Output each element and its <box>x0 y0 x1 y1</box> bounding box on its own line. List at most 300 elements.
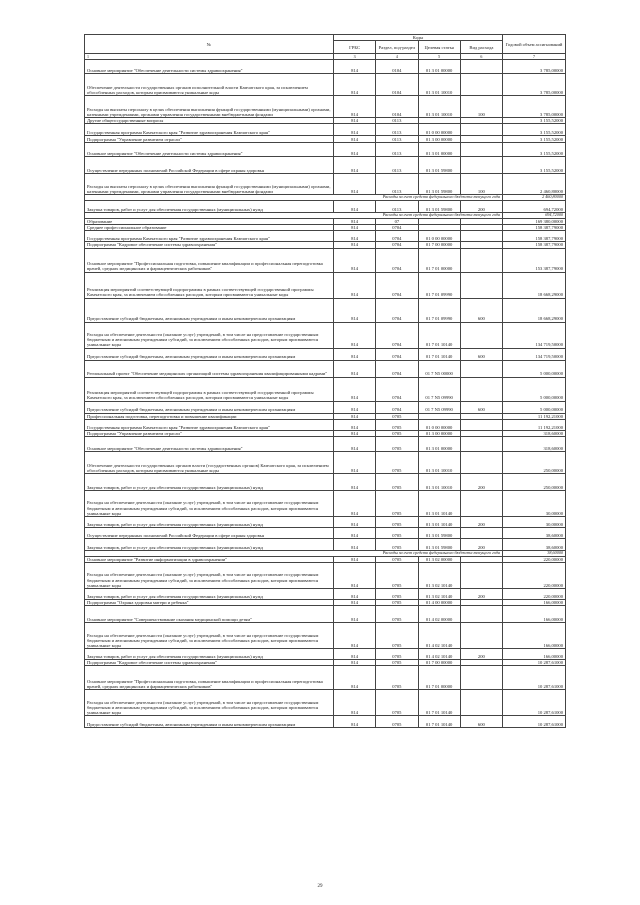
expense-type-code <box>460 606 502 623</box>
col-header-total: Годовой объем ассигнований <box>503 35 566 54</box>
item-name: Основное мероприятие "Совершенствование оказания медицинской помощи детям" <box>85 606 334 623</box>
item-name: Предоставление субсидий бюджетным, автономным учреждениям и иным некоммерческим организациям <box>85 401 334 413</box>
item-name: Подпрограмма "Охрана здоровья матери и ребенка" <box>85 600 334 606</box>
grbs-code: 814 <box>334 600 376 606</box>
expense-type-code: 600 <box>460 348 502 360</box>
target-article-code: 01 3 01 10010 <box>418 474 460 491</box>
grbs-code: 814 <box>334 491 376 517</box>
amount: 3 785,00000 <box>503 74 566 96</box>
grbs-code: 814 <box>334 348 376 360</box>
amount: 30,00000 <box>503 517 566 528</box>
grbs-code: 814 <box>334 201 376 213</box>
grbs-code: 814 <box>334 219 376 225</box>
col-header-codes: Коды <box>334 35 503 41</box>
grbs-code: 814 <box>334 589 376 600</box>
amount: 5 000,00000 <box>503 360 566 377</box>
table-row <box>85 589 566 600</box>
table-row <box>85 539 566 551</box>
table-row <box>85 528 566 539</box>
page-number: 29 <box>317 884 323 889</box>
expense-type-code <box>460 231 502 242</box>
razdel-code: 0104 <box>376 96 418 118</box>
expense-type-code: 200 <box>460 201 502 213</box>
note-text: Расходы за счет средств федерального бюджета текущего года <box>85 195 503 201</box>
table-row <box>85 143 566 157</box>
item-name: Расходы на обеспечение деятельности (оказание услуг) учреждений, в том числе на предоставление государственным бюджетным и автономным учреждениям субсидий, за исключением обособленных расходов, которым присваиваются уникальные коды <box>85 322 334 348</box>
item-name: Региональный проект "Обеспечение медицинских организаций системы здравоохранения квалифицированными кадрами" <box>85 360 334 377</box>
razdel-code: 0113 <box>376 201 418 213</box>
grbs-code: 814 <box>334 401 376 413</box>
grbs-code: 814 <box>334 413 376 419</box>
amount: 318,60000 <box>503 437 566 452</box>
grbs-code: 814 <box>334 716 376 728</box>
razdel-code: 0704 <box>376 322 418 348</box>
target-article-code: 01 3 01 10010 <box>418 452 460 474</box>
note-value: 694,72000 <box>503 213 566 219</box>
razdel-code: 0704 <box>376 248 418 272</box>
item-name: Государственная программа Камчатского края "Развитие здравоохранения Камчатского края" <box>85 419 334 430</box>
target-article-code: 01 7 01 10140 <box>418 716 460 728</box>
grbs-code: 814 <box>334 242 376 248</box>
item-name: Предоставление субсидий бюджетным, автономным учреждениям и иным некоммерческим организациям <box>85 348 334 360</box>
amount: 11 192,21000 <box>503 419 566 430</box>
item-name: Основное мероприятие "Обеспечение деятельности системы здравоохранения" <box>85 143 334 157</box>
razdel-code: 0705 <box>376 623 418 649</box>
col-header-number: № <box>85 35 334 54</box>
amount: 3 785,00000 <box>503 96 566 118</box>
item-name: Расходы на выплаты персоналу в целях обеспечения выполнения функций государственными (муниципальными) органами, казенными учреждениями, органами управления государственными внебюджетными фондами <box>85 96 334 118</box>
item-name: Закупка товаров, работ и услуг для обеспечения государственных (муниципальных) нужд <box>85 201 334 213</box>
expense-type-code <box>460 136 502 143</box>
razdel-code: 0113 <box>376 118 418 124</box>
item-name: Основное мероприятие "Обеспечение деятельности системы здравоохранения" <box>85 60 334 74</box>
amount: 10 287,61000 <box>503 716 566 728</box>
amount: 166,00000 <box>503 606 566 623</box>
target-article-code: 01 3 02 10140 <box>418 563 460 589</box>
razdel-code: 0705 <box>376 539 418 551</box>
razdel-code: 0705 <box>376 716 418 728</box>
target-article-code: 01 7 01 10140 <box>418 348 460 360</box>
amount: 18 668,29000 <box>503 298 566 322</box>
target-article-code: 01 7 00 00000 <box>418 242 460 248</box>
col-num: 7 <box>503 54 566 60</box>
amount: 5 000,00000 <box>503 401 566 413</box>
amount: 18 668,29000 <box>503 272 566 298</box>
grbs-code: 814 <box>334 556 376 562</box>
amount: 694,72000 <box>503 201 566 213</box>
razdel-code: 0705 <box>376 491 418 517</box>
target-article-code: 01 7 N5 09990 <box>418 377 460 401</box>
table-row <box>85 517 566 528</box>
razdel-code: 0705 <box>376 666 418 690</box>
item-name: Закупка товаров, работ и услуг для обеспечения государственных (муниципальных) нужд <box>85 589 334 600</box>
table-row <box>85 272 566 298</box>
grbs-code: 814 <box>334 539 376 551</box>
col-num: 3 <box>334 54 376 60</box>
target-article-code: 01 7 01 09990 <box>418 272 460 298</box>
expense-type-code: 600 <box>460 298 502 322</box>
grbs-code: 814 <box>334 231 376 242</box>
table-row <box>85 60 566 74</box>
table-row <box>85 298 566 322</box>
item-name: Государственная программа Камчатского края "Развитие здравоохранения Камчатского края" <box>85 231 334 242</box>
table-row <box>85 690 566 716</box>
item-name: Предоставление субсидий бюджетным, автономным учреждениям и иным некоммерческим организациям <box>85 716 334 728</box>
budget-table <box>84 34 566 728</box>
item-name: Расходы на обеспечение деятельности (оказание услуг) учреждений, в том числе на предоставление государственным бюджетным и автономным учреждениям субсидий, за исключением обособленных расходов, которым присваиваются уникальные коды <box>85 623 334 649</box>
grbs-code: 814 <box>334 60 376 74</box>
amount: 10 287,61000 <box>503 666 566 690</box>
amount: 166,00000 <box>503 600 566 606</box>
expense-type-code <box>460 377 502 401</box>
expense-type-code: 200 <box>460 649 502 660</box>
razdel-code: 0704 <box>376 377 418 401</box>
col-num: 4 <box>376 54 418 60</box>
table-row <box>85 174 566 195</box>
budget-table-body <box>85 60 566 728</box>
amount: 166,00000 <box>503 649 566 660</box>
target-article-code: 01 7 N5 00000 <box>418 360 460 377</box>
target-article-code: 01 7 00 00000 <box>418 660 460 666</box>
item-name: Подпрограмма "Кадровое обеспечение системы здравоохранения" <box>85 660 334 666</box>
razdel-code: 0705 <box>376 649 418 660</box>
table-row <box>85 231 566 242</box>
item-name: Расходы на обеспечение деятельности (оказание услуг) учреждений, в том числе на предоставление государственным бюджетным и автономным учреждениям субсидий, за исключением обособленных расходов, которым присваиваются уникальные коды <box>85 491 334 517</box>
table-row <box>85 563 566 589</box>
item-name: Осуществление переданных полномочий Российской Федерации в сфере охраны здоровья <box>85 157 334 174</box>
razdel-code: 0705 <box>376 517 418 528</box>
target-article-code: 01 7 N5 09990 <box>418 401 460 413</box>
item-name: Среднее профессиональное образование <box>85 225 334 231</box>
razdel-code: 0705 <box>376 589 418 600</box>
item-name: Основное мероприятие "Обеспечение деятельности системы здравоохранения" <box>85 437 334 452</box>
grbs-code: 814 <box>334 96 376 118</box>
grbs-code: 814 <box>334 143 376 157</box>
amount: 2 460,80000 <box>503 174 566 195</box>
amount: 134 719,50000 <box>503 322 566 348</box>
razdel-code: 0705 <box>376 413 418 419</box>
target-article-code: 01 3 01 10140 <box>418 491 460 517</box>
grbs-code: 814 <box>334 517 376 528</box>
razdel-code: 0113 <box>376 157 418 174</box>
grbs-code: 814 <box>334 452 376 474</box>
target-article-code: 01 4 02 10140 <box>418 623 460 649</box>
table-row <box>85 201 566 213</box>
item-name: Образование <box>85 219 334 225</box>
grbs-code: 814 <box>334 124 376 136</box>
razdel-code: 0704 <box>376 348 418 360</box>
grbs-code: 814 <box>334 298 376 322</box>
grbs-code: 814 <box>334 419 376 430</box>
amount: 134 719,50000 <box>503 348 566 360</box>
target-article-code: 01 3 01 10010 <box>418 74 460 96</box>
razdel-code: 0705 <box>376 563 418 589</box>
razdel-code: 0705 <box>376 474 418 491</box>
item-name: Государственная программа Камчатского края "Развитие здравоохранения Камчатского края" <box>85 124 334 136</box>
razdel-code: 0704 <box>376 242 418 248</box>
col-num: 6 <box>460 54 502 60</box>
item-name: Профессиональная подготовка, переподготовка и повышение квалификации <box>85 413 334 419</box>
razdel-code: 0113 <box>376 174 418 195</box>
target-article-code: 01 3 01 00000 <box>418 60 460 74</box>
amount: 318,60000 <box>503 430 566 436</box>
amount: 220,00000 <box>503 563 566 589</box>
grbs-code: 814 <box>334 360 376 377</box>
grbs-code: 814 <box>334 690 376 716</box>
target-article-code: 01 0 00 00000 <box>418 231 460 242</box>
expense-type-code <box>460 360 502 377</box>
note-value: 2 460,80000 <box>503 195 566 201</box>
table-row <box>85 322 566 348</box>
item-name: Реализация мероприятий соответствующей подпрограммы в рамках соответствующей государственной программы Камчатского края, за исключением обособленных расходов, которым присваиваются уникальные коды <box>85 377 334 401</box>
target-article-code: 01 3 02 10140 <box>418 589 460 600</box>
item-name: Расходы на обеспечение деятельности (оказание услуг) учреждений, в том числе на предоставление государственным бюджетным и автономным учреждениям субсидий, за исключением обособленных расходов, которым присваиваются уникальные коды <box>85 563 334 589</box>
item-name: Закупка товаров, работ и услуг для обеспечения государственных (муниципальных) нужд <box>85 649 334 660</box>
target-article-code: 01 7 01 00000 <box>418 666 460 690</box>
table-row <box>85 419 566 430</box>
table-row <box>85 491 566 517</box>
note-text: Расходы за счет средств федерального бюджета текущего года <box>85 551 503 557</box>
table-row <box>85 74 566 96</box>
target-article-code: 01 7 01 09990 <box>418 298 460 322</box>
item-name: Расходы на выплаты персоналу в целях обеспечения выполнения функций государственными (муниципальными) органами, казенными учреждениями, органами управления государственными внебюджетными фондами <box>85 174 334 195</box>
razdel-code: 0104 <box>376 60 418 74</box>
expense-type-code <box>460 452 502 474</box>
expense-type-code <box>460 623 502 649</box>
table-row <box>85 452 566 474</box>
target-article-code: 01 0 00 00000 <box>418 124 460 136</box>
table-row <box>85 136 566 143</box>
item-name: Осуществление переданных полномочий Российской Федерации в сфере охраны здоровья <box>85 528 334 539</box>
amount: 158 387,79000 <box>503 231 566 242</box>
target-article-code: 01 3 00 00000 <box>418 430 460 436</box>
table-row <box>85 649 566 660</box>
razdel-code: 0705 <box>376 600 418 606</box>
table-row <box>85 360 566 377</box>
amount: 250,00000 <box>503 474 566 491</box>
item-name: Обеспечение деятельности государственных органов исполнительной власти Камчатского края, за исключением обособленных расходов, которым присваиваются уникальные коды <box>85 74 334 96</box>
expense-type-code <box>460 322 502 348</box>
item-name: Закупка товаров, работ и услуг для обеспечения государственных (муниципальных) нужд <box>85 474 334 491</box>
grbs-code: 814 <box>334 248 376 272</box>
target-article-code: 01 4 02 10140 <box>418 649 460 660</box>
expense-type-code <box>460 60 502 74</box>
amount: 11 192,21000 <box>503 413 566 419</box>
expense-type-code <box>460 74 502 96</box>
grbs-code: 814 <box>334 606 376 623</box>
expense-type-code: 100 <box>460 174 502 195</box>
grbs-code: 814 <box>334 649 376 660</box>
grbs-code: 814 <box>334 474 376 491</box>
expense-type-code: 200 <box>460 539 502 551</box>
target-article-code: 01 7 01 00000 <box>418 248 460 272</box>
razdel-code: 0704 <box>376 231 418 242</box>
grbs-code: 814 <box>334 623 376 649</box>
table-row <box>85 606 566 623</box>
item-name: Расходы на обеспечение деятельности (оказание услуг) учреждений, в том числе на предоставление государственным бюджетным и автономным учреждениям субсидий, за исключением обособленных расходов, которым присваиваются уникальные коды <box>85 690 334 716</box>
grbs-code: 814 <box>334 660 376 666</box>
grbs-code: 814 <box>334 666 376 690</box>
target-article-code: 01 3 01 59800 <box>418 528 460 539</box>
col-header-grbs: ГРБС <box>334 41 376 54</box>
target-article-code: 01 3 01 59800 <box>418 201 460 213</box>
razdel-code: 0704 <box>376 225 418 231</box>
expense-type-code <box>460 528 502 539</box>
item-name: Реализация мероприятий соответствующей подпрограммы в рамках соответствующей государственной программы Камчатского края, за исключением обособленных расходов, которым присваиваются уникальные коды <box>85 272 334 298</box>
item-name: Основное мероприятие "Развитие информатизации в здравоохранении" <box>85 556 334 562</box>
amount: 38,60000 <box>503 539 566 551</box>
item-name: Предоставление субсидий бюджетным, автономным учреждениям и иным некоммерческим организациям <box>85 298 334 322</box>
expense-type-code: 200 <box>460 589 502 600</box>
razdel-code: 0705 <box>376 437 418 452</box>
col-num: 5 <box>418 54 460 60</box>
target-article-code: 01 3 01 10010 <box>418 96 460 118</box>
target-article-code: 01 3 01 59800 <box>418 157 460 174</box>
target-article-code: 01 0 00 00000 <box>418 419 460 430</box>
expense-type-code: 600 <box>460 716 502 728</box>
razdel-code: 0705 <box>376 452 418 474</box>
target-article-code: 01 3 01 00000 <box>418 437 460 452</box>
amount: 158 387,79000 <box>503 225 566 231</box>
amount: 158 387,79000 <box>503 242 566 248</box>
expense-type-code <box>460 272 502 298</box>
item-name: Другие общегосударственные вопросы <box>85 118 334 124</box>
table-row <box>85 401 566 413</box>
table-row <box>85 348 566 360</box>
amount: 169 380,00000 <box>503 219 566 225</box>
grbs-code: 814 <box>334 377 376 401</box>
amount: 30,00000 <box>503 491 566 517</box>
razdel-code: 0704 <box>376 298 418 322</box>
item-name: Закупка товаров, работ и услуг для обеспечения государственных (муниципальных) нужд <box>85 517 334 528</box>
expense-type-code <box>460 690 502 716</box>
expense-type-code: 200 <box>460 474 502 491</box>
grbs-code: 814 <box>334 563 376 589</box>
col-header-razdel: Раздел, под-раздел <box>376 41 418 54</box>
table-row <box>85 157 566 174</box>
amount: 3 785,00000 <box>503 60 566 74</box>
target-article-code: 01 7 01 10140 <box>418 322 460 348</box>
col-header-vr: Вид расхода <box>460 41 502 54</box>
table-row <box>85 666 566 690</box>
expense-type-code: 100 <box>460 96 502 118</box>
amount: 38,60000 <box>503 528 566 539</box>
razdel-code: 0704 <box>376 401 418 413</box>
col-header-cs: Целевая статья <box>418 41 460 54</box>
expense-type-code <box>460 157 502 174</box>
item-name: Подпрограмма "Управление развитием отрасли" <box>85 136 334 143</box>
razdel-code: 0704 <box>376 360 418 377</box>
table-row <box>85 716 566 728</box>
razdel-code: 0705 <box>376 419 418 430</box>
target-article-code: 01 3 01 10140 <box>418 517 460 528</box>
razdel-code: 0113 <box>376 136 418 143</box>
grbs-code: 814 <box>334 118 376 124</box>
grbs-code: 814 <box>334 225 376 231</box>
table-row <box>85 474 566 491</box>
target-article-code: 01 3 01 00000 <box>418 143 460 157</box>
razdel-code: 0705 <box>376 528 418 539</box>
grbs-code: 814 <box>334 74 376 96</box>
grbs-code: 814 <box>334 437 376 452</box>
expense-type-code <box>460 124 502 136</box>
razdel-code: 07 <box>376 219 418 225</box>
expense-type-code <box>460 419 502 430</box>
target-article-code: 01 3 01 59800 <box>418 174 460 195</box>
amount: 5 000,00000 <box>503 377 566 401</box>
table-row <box>85 437 566 452</box>
amount: 10 287,61000 <box>503 660 566 666</box>
expense-type-code <box>460 248 502 272</box>
table-row <box>85 623 566 649</box>
amount: 10 287,61000 <box>503 690 566 716</box>
amount: 3 155,52000 <box>503 136 566 143</box>
grbs-code: 814 <box>334 528 376 539</box>
amount: 3 155,52000 <box>503 124 566 136</box>
razdel-code: 0113 <box>376 143 418 157</box>
budget-table-page <box>84 34 566 728</box>
target-article-code: 01 7 01 10140 <box>418 690 460 716</box>
expense-type-code <box>460 563 502 589</box>
item-name: Основное мероприятие "Профессиональная подготовка, повышение квалификации и профессиональная переподготовка врачей, средних медицинских и фармацевтических работников" <box>85 248 334 272</box>
amount: 220,00000 <box>503 556 566 562</box>
grbs-code: 814 <box>334 322 376 348</box>
item-name: Основное мероприятие "Профессиональная подготовка, повышение квалификации и профессиональная переподготовка врачей, средних медицинских и фармацевтических работников" <box>85 666 334 690</box>
grbs-code: 814 <box>334 136 376 143</box>
target-article-code: 01 4 00 00000 <box>418 600 460 606</box>
expense-type-code <box>460 491 502 517</box>
note-text: Расходы за счет средств федерального бюджета текущего года <box>85 213 503 219</box>
amount: 153 387,79000 <box>503 248 566 272</box>
expense-type-code <box>460 143 502 157</box>
razdel-code: 0705 <box>376 660 418 666</box>
expense-type-code <box>460 666 502 690</box>
item-name: Обеспечение деятельности государственных органов власти (государственных органов) Камчатского края, за исключением обособленных расходов, которым присваиваются уникальные коды <box>85 452 334 474</box>
target-article-code: 01 3 01 59800 <box>418 539 460 551</box>
razdel-code: 0113 <box>376 124 418 136</box>
item-name: Закупка товаров, работ и услуг для обеспечения государственных (муниципальных) нужд <box>85 539 334 551</box>
razdel-code: 0704 <box>376 272 418 298</box>
table-row <box>85 248 566 272</box>
expense-type-code: 200 <box>460 517 502 528</box>
grbs-code: 814 <box>334 272 376 298</box>
target-article-code: 01 3 02 00000 <box>418 556 460 562</box>
target-article-code: 01 3 00 00000 <box>418 136 460 143</box>
grbs-code: 814 <box>334 174 376 195</box>
razdel-code: 0705 <box>376 690 418 716</box>
table-row <box>85 377 566 401</box>
item-name: Подпрограмма "Кадровое обеспечение системы здравоохранения" <box>85 242 334 248</box>
amount: 166,00000 <box>503 623 566 649</box>
amount: 3 155,52000 <box>503 118 566 124</box>
grbs-code: 814 <box>334 430 376 436</box>
razdel-code: 0705 <box>376 606 418 623</box>
col-num: 1 <box>85 54 334 60</box>
razdel-code: 0705 <box>376 430 418 436</box>
amount: 220,00000 <box>503 589 566 600</box>
amount: 250,00000 <box>503 452 566 474</box>
expense-type-code: 600 <box>460 401 502 413</box>
note-value: 38,60000 <box>503 551 566 557</box>
target-article-code: 01 4 02 00000 <box>418 606 460 623</box>
amount: 3 155,52000 <box>503 157 566 174</box>
razdel-code: 0104 <box>376 74 418 96</box>
razdel-code: 0705 <box>376 556 418 562</box>
item-name: Подпрограмма "Управление развитием отрасли" <box>85 430 334 436</box>
expense-type-code <box>460 437 502 452</box>
table-row <box>85 96 566 118</box>
table-row <box>85 124 566 136</box>
